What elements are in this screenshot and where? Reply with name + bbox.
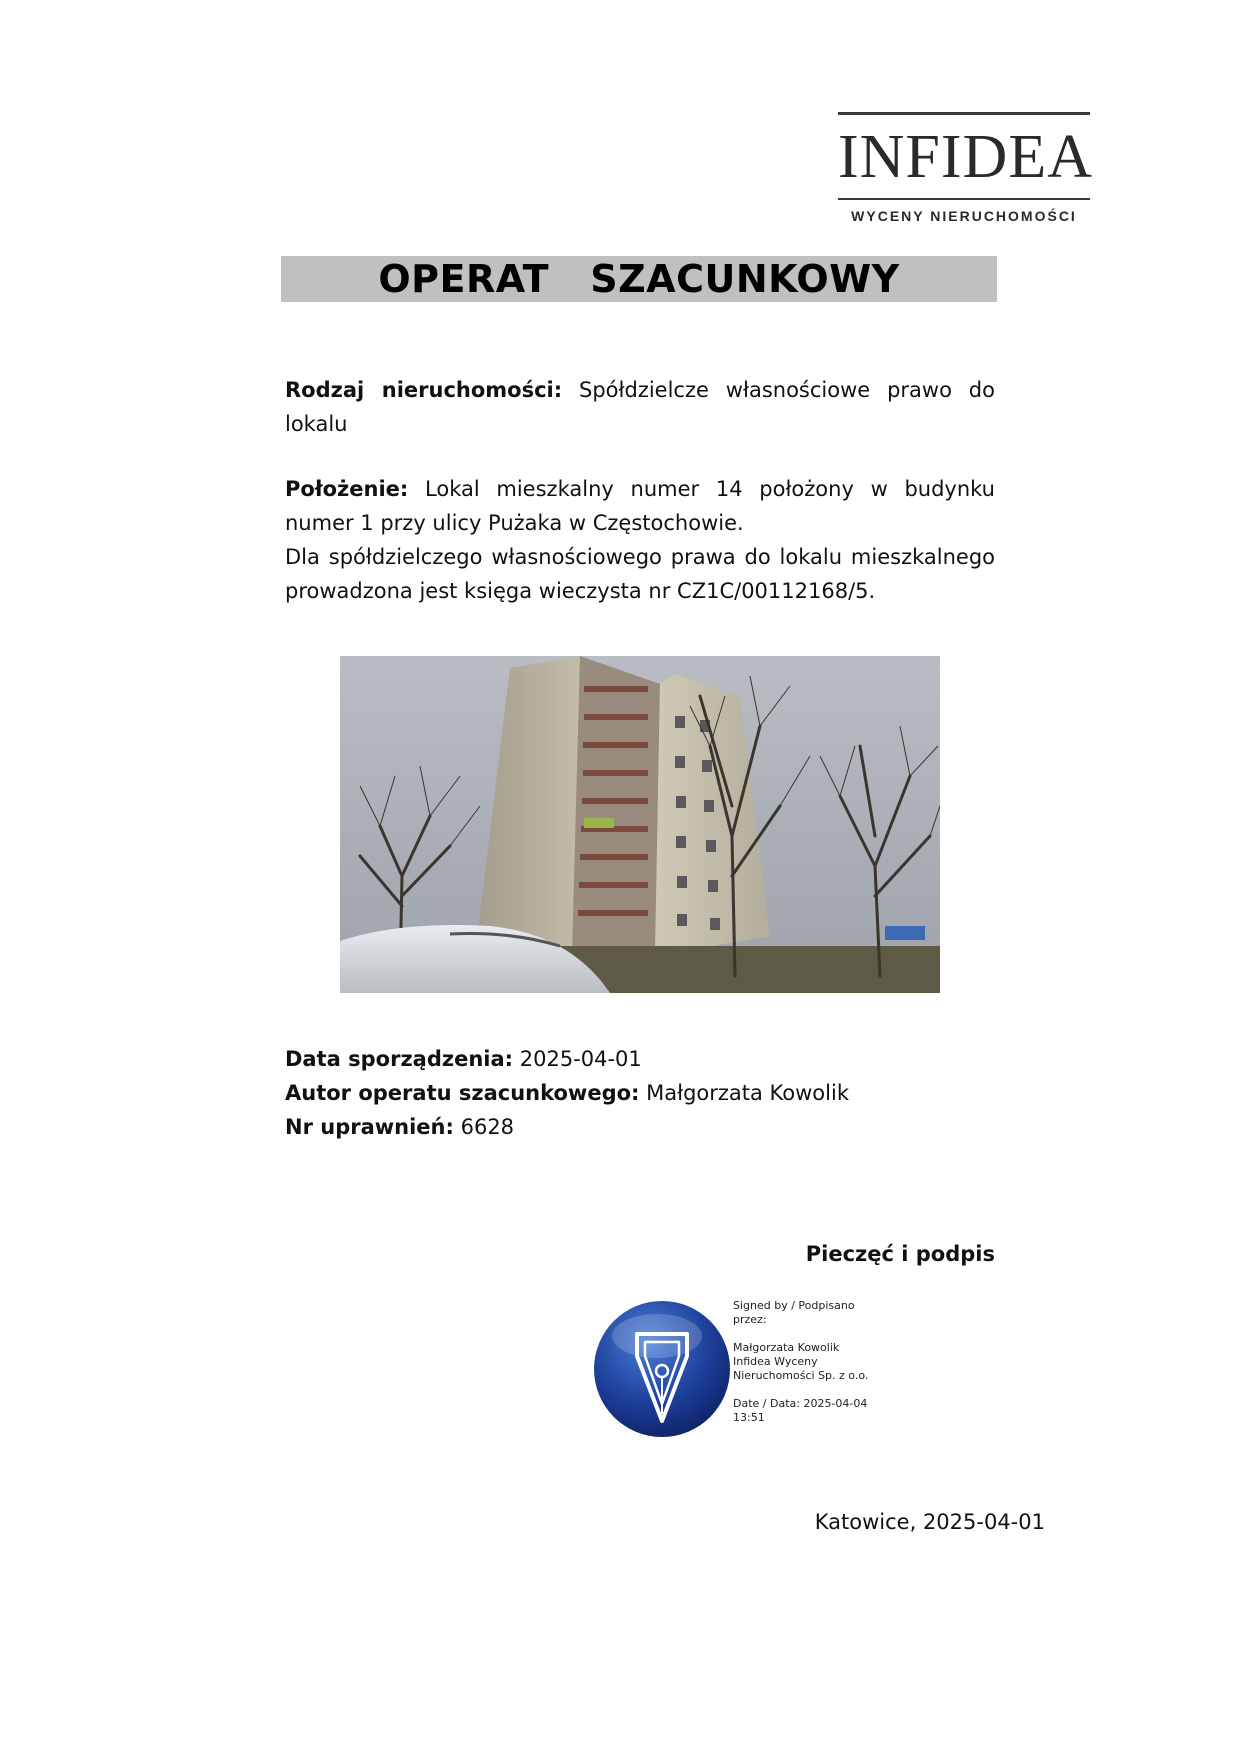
logo-name: INFIDEA (838, 123, 1093, 191)
land-register-paragraph: Dla spółdzielczego własnościowego prawa do lokalu mieszkalnego prowadzona jest księga wieczysta nr CZ1C/00112168/5. (285, 545, 995, 603)
stamp-signature-label: Pieczęć i podpis (805, 1242, 995, 1266)
logo-subtitle: WYCENY NIERUCHOMOŚCI (851, 208, 1077, 224)
logo-top-rule (838, 112, 1090, 115)
document-title: OPERAT SZACUNKOWY (378, 257, 900, 301)
license-line (285, 1110, 514, 1144)
author-value: Małgorzata Kowolik (646, 1081, 849, 1105)
date-label: Data sporządzenia: (285, 1047, 514, 1071)
signer-organization: Infidea Wyceny Nieruchomości Sp. z o.o. (733, 1355, 869, 1382)
document-title-bar (281, 256, 997, 302)
license-value: 6628 (460, 1115, 515, 1139)
building-photo (340, 656, 940, 993)
property-type-value: Spółdzielcze własnościowe prawo do lokalu (285, 378, 995, 436)
author-label: Autor operatu szacunkowego: (285, 1081, 640, 1105)
property-type-label: Rodzaj nieruchomości: (285, 378, 563, 402)
location-value: Lokal mieszkalny numer 14 położony w budynku numer 1 przy ulicy Pużaka w Częstochowie. (285, 477, 995, 535)
digital-signature-details (733, 1299, 883, 1425)
signed-by-label: Signed by / Podpisano przez: (733, 1299, 859, 1326)
location-paragraph (285, 472, 995, 540)
company-logo (838, 112, 1093, 224)
author-line (285, 1076, 849, 1110)
property-type-paragraph (285, 373, 995, 441)
license-label: Nr uprawnień: (285, 1115, 454, 1139)
location-label: Położenie: (285, 477, 409, 501)
date-line (285, 1042, 642, 1076)
logo-divider (838, 198, 1090, 200)
place-and-date: Katowice, 2025-04-01 (814, 1510, 1045, 1534)
date-value: 2025-04-01 (519, 1047, 642, 1071)
signer-name: Małgorzata Kowolik (733, 1341, 840, 1354)
pen-nib-icon (592, 1296, 732, 1441)
signature-date: Date / Data: 2025-04-04 13:51 (733, 1397, 871, 1424)
